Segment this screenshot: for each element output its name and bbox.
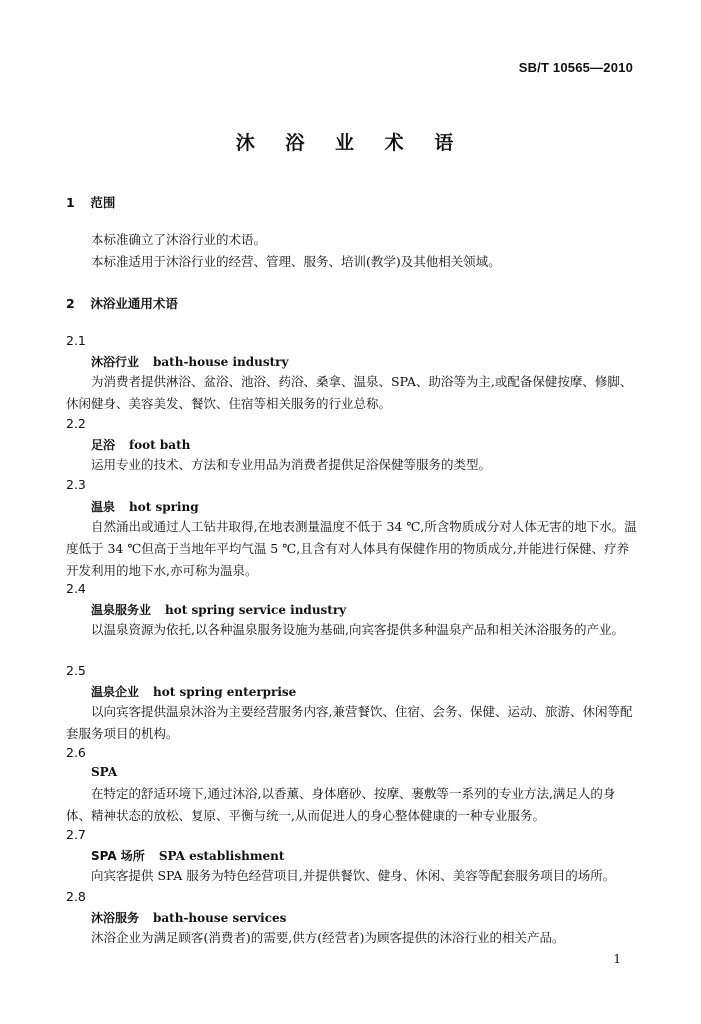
term-number: 2.5 (66, 663, 86, 678)
term-chinese: 温泉企业 (91, 685, 140, 699)
term-chinese: 沐浴服务 (91, 911, 140, 925)
term-english: SPA establishment (158, 849, 285, 863)
term-heading (91, 353, 288, 370)
term-english: bath-house industry (153, 355, 289, 369)
term-english: hot spring enterprise (153, 685, 297, 699)
term-definition: 向宾客提供 SPA 服务为特色经营项目,并提供餐饮、健身、休闲、美容等配套服务项目的场所。 (91, 868, 616, 883)
term-number: 2.4 (66, 581, 86, 596)
term-definition: 自然涌出或通过人工钻井取得,在地表测量温度不低于 34 ℃,所含物质成分对人体无害的地下水。温度低于 34 ℃但高于当地年平均气温 5 ℃,且含有对人体具有保健作用的物质成分,并能进行保健、疗养开发利用的地下水,亦可称为温泉。 (66, 519, 637, 578)
term-definition: 以向宾客提供温泉沐浴为主要经营服务内容,兼营餐饮、住宿、会务、保健、运动、旅游、休闲等配套服务项目的机构。 (66, 704, 633, 741)
section-heading-general-terms (66, 294, 178, 312)
section-number: 1 (66, 195, 75, 210)
term-english: hot spring (129, 500, 199, 514)
term-number: 2.8 (66, 889, 86, 904)
page-number: 1 (613, 952, 621, 966)
term-definition: 为消费者提供淋浴、盆浴、池浴、药浴、桑拿、温泉、SPA、助浴等为主,或配备保健按摩、修脚、休闲健身、美容美发、餐饮、住宿等相关服务的行业总称。 (66, 374, 633, 411)
term-number: 2.1 (66, 333, 86, 348)
term-definition: 在特定的舒适环境下,通过沐浴,以香薰、身体磨砂、按摩、裹敷等一系列的专业方法,满足人的身体、精神状态的放松、复原、平衡与统一,从而促进人的身心整体健康的一种专业服务。 (66, 786, 616, 823)
section-heading-scope (66, 193, 115, 211)
term-chinese: 温泉服务业 (91, 603, 152, 617)
term-number: 2.6 (66, 745, 86, 760)
term-number: 2.2 (66, 416, 86, 431)
term-english: bath-house services (153, 911, 287, 925)
term-english: hot spring service industry (165, 603, 347, 617)
term-english: SPA (91, 765, 118, 779)
term-chinese: 沐浴行业 (91, 355, 140, 369)
term-chinese: SPA 场所 (91, 849, 145, 863)
term-number: 2.3 (66, 477, 86, 492)
scope-paragraph: 本标准适用于沐浴行业的经营、管理、服务、培训(教学)及其他相关领域。 (91, 254, 501, 269)
term-heading (91, 498, 199, 515)
term-definition: 运用专业的技术、方法和专业用品为消费者提供足浴保健等服务的类型。 (91, 457, 492, 472)
term-english: foot bath (129, 438, 191, 452)
page-title: 沐 浴 业 术 语 (235, 132, 466, 154)
term-heading (91, 847, 284, 864)
section-title: 范围 (90, 195, 116, 210)
term-chinese: 足浴 (91, 438, 116, 452)
scope-paragraph: 本标准确立了沐浴行业的术语。 (91, 232, 267, 247)
section-number: 2 (66, 296, 75, 311)
term-definition: 以温泉资源为依托,以各种温泉服务设施为基础,向宾客提供多种温泉产品和相关沐浴服务的产业。 (91, 622, 624, 637)
term-number: 2.7 (66, 827, 86, 842)
term-heading (91, 683, 296, 700)
section-title: 沐浴业通用术语 (90, 296, 178, 311)
standard-code: SB/T 10565—2010 (518, 60, 633, 75)
term-heading (91, 909, 286, 926)
term-chinese: 温泉 (91, 500, 116, 514)
term-heading (91, 436, 190, 453)
term-definition: 沐浴企业为满足顾客(消费者)的需要,供方(经营者)为顾客提供的沐浴行业的相关产品。 (91, 930, 565, 945)
term-heading (91, 601, 346, 618)
term-heading (91, 765, 117, 779)
